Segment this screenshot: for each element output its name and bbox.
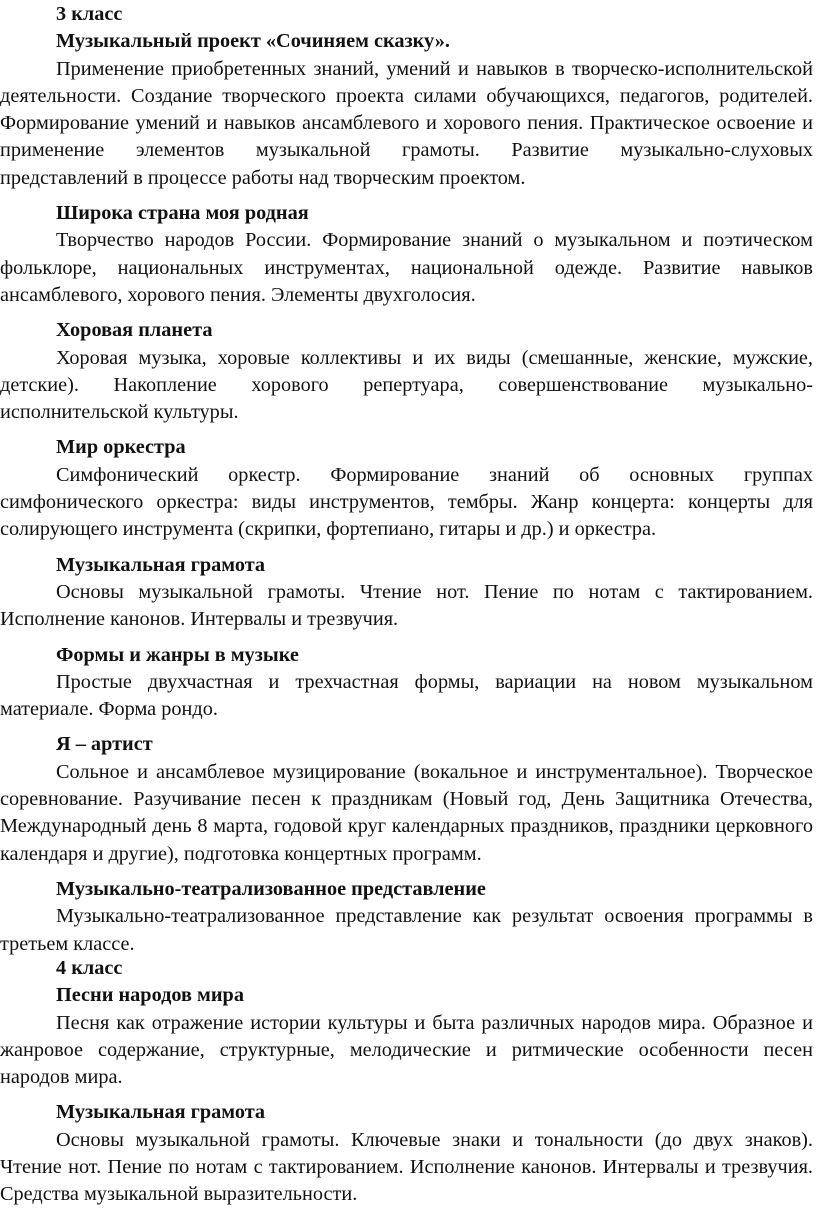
section-heading: Широка страна моя родная: [56, 202, 309, 225]
section-heading: Музыкальная грамота: [56, 1101, 266, 1124]
section-i-am-artist: [0, 731, 813, 867]
section-heading: Музыкальный проект «Сочиняем сказку».: [56, 30, 450, 53]
section-music-project: [0, 28, 813, 192]
section-choir-planet: [0, 317, 813, 426]
section-text: Симфонический оркестр. Формирование знаний об основных группах симфонического оркестра: виды инструментов, тембры. Жанр концерта: концерты для солирующего инструмента (скрипки, фортепиано, гитары и др.) и оркестра.: [0, 463, 813, 541]
section-heading: Мир оркестра: [56, 436, 186, 459]
section-text: Основы музыкальной грамоты. Ключевые знаки и тональности (до двух знаков). Чтение нот. Пение по нотам с тактированием. Исполнение канонов. Интервалы и трезвучия. Средства музыкальной выразительности.: [0, 1128, 813, 1206]
section-text: Песня как отражение истории культуры и быта различных народов мира. Образное и жанровое содержание, структурные, мелодические и ритмические особенности песен народов мира.: [0, 1011, 813, 1089]
section-text: Творчество народов России. Формирование знаний о музыкальном и поэтическом фольклоре, национальных инструментах, национальной одежде. Развитие навыков ансамблевого, хорового пения. Элементы двухголосия.: [0, 229, 813, 306]
section-heading: Музыкальная грамота: [56, 553, 266, 576]
section-heading: Я – артист: [56, 733, 153, 756]
grade-4-title: 4 класс: [56, 957, 123, 979]
section-text: Основы музыкальной грамоты. Чтение нот. Пение по нотам с тактированием. Исполнение канонов. Интервалы и трезвучия.: [0, 580, 813, 631]
section-wide-country: [0, 200, 813, 309]
section-heading: Музыкально-театрализованное представление: [56, 877, 486, 900]
section-music-literacy-4: [0, 1099, 813, 1208]
section-text: Сольное и ансамблевое музицирование (вокальное и инструментальное). Творческое соревнование. Разучивание песен к праздникам (Новый год, День Защитника Отечества, Международный день 8 марта, годовой круг календарных праздников, праздники церковного календаря и другие), подготовка концертных программ.: [0, 760, 813, 865]
section-heading: Формы и жанры в музыке: [56, 643, 299, 666]
section-music-literacy: [0, 552, 813, 634]
section-heading: Хоровая планета: [56, 319, 213, 342]
section-text: Применение приобретенных знаний, умений и навыков в творческо-исполнительской деятельности. Создание творческого проекта силами обучающихся, педагогов, родителей. Формирование умений и навыков ансамблевого и хорового пения. Практическое освоение и применение элементов музыкальной грамоты. Развитие музыкально-слуховых представлений в процессе работы над творческим проектом.: [0, 57, 813, 189]
section-world-songs: [0, 982, 813, 1091]
grade-3-title: 3 класс: [56, 3, 123, 25]
section-forms-genres: [0, 642, 813, 724]
section-orchestra-world: [0, 434, 813, 543]
section-text: Простые двухчастная и трехчастная формы, вариации на новом музыкальном материале. Форма рондо.: [0, 670, 813, 721]
section-heading: Песни народов мира: [56, 984, 244, 1007]
section-theatrical-performance: [0, 876, 813, 958]
grade-4-program: [0, 955, 813, 1209]
grade-3-program: [0, 1, 813, 958]
section-text: Музыкально-театрализованное представление как результат освоения программы в третьем классе.: [0, 905, 813, 955]
section-text: Хоровая музыка, хоровые коллективы и их виды (смешанные, женские, мужские, детские). Накопление хорового репертуара, совершенствование музыкально-исполнительской культуры.: [0, 346, 813, 424]
